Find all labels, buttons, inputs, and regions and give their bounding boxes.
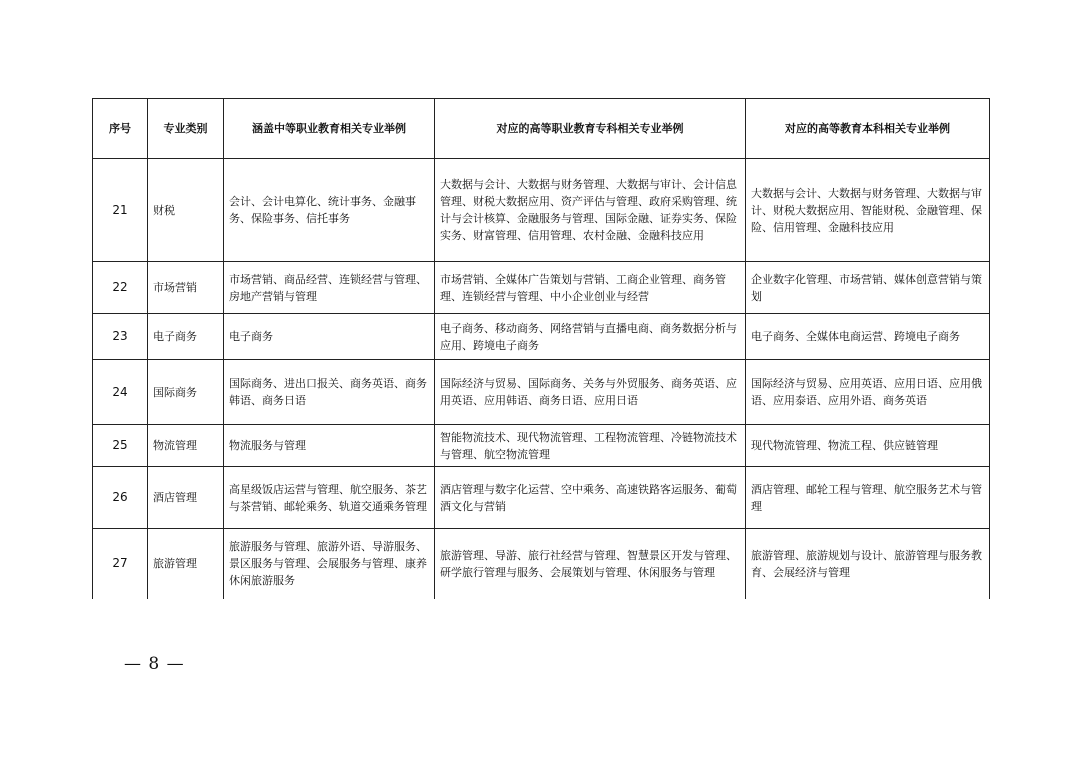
row-vocational: 市场营销、全媒体广告策划与营销、工商企业管理、商务管理、连锁经营与管理、中小企业创业与经营 [435, 262, 746, 314]
table-row [93, 159, 990, 262]
row-vocational: 酒店管理与数字化运营、空中乘务、高速铁路客运服务、葡萄酒文化与营销 [435, 467, 746, 529]
table-row [93, 425, 990, 467]
table-row [93, 262, 990, 314]
row-category: 旅游管理 [148, 529, 224, 599]
row-category: 国际商务 [148, 360, 224, 425]
header-category: 专业类别 [148, 99, 224, 159]
row-category: 电子商务 [148, 314, 224, 360]
row-undergrad: 国际经济与贸易、应用英语、应用日语、应用俄语、应用泰语、应用外语、商务英语 [746, 360, 990, 425]
table-row [93, 360, 990, 425]
row-secondary: 物流服务与管理 [224, 425, 435, 467]
row-no: 25 [93, 425, 148, 467]
header-vocational: 对应的高等职业教育专科相关专业举例 [435, 99, 746, 159]
row-secondary: 国际商务、进出口报关、商务英语、商务韩语、商务日语 [224, 360, 435, 425]
row-no: 26 [93, 467, 148, 529]
header-secondary: 涵盖中等职业教育相关专业举例 [224, 99, 435, 159]
row-category: 酒店管理 [148, 467, 224, 529]
row-secondary: 电子商务 [224, 314, 435, 360]
page-number: — 8 — [124, 654, 185, 674]
row-secondary: 高星级饭店运营与管理、航空服务、茶艺与茶营销、邮轮乘务、轨道交通乘务管理 [224, 467, 435, 529]
row-secondary: 旅游服务与管理、旅游外语、导游服务、景区服务与管理、会展服务与管理、康养休闲旅游服务 [224, 529, 435, 599]
header-no: 序号 [93, 99, 148, 159]
row-no: 23 [93, 314, 148, 360]
table-header-row [93, 99, 990, 159]
table-row [93, 529, 990, 599]
row-no: 22 [93, 262, 148, 314]
row-undergrad: 企业数字化管理、市场营销、媒体创意营销与策划 [746, 262, 990, 314]
specialty-table [92, 98, 990, 599]
row-category: 市场营销 [148, 262, 224, 314]
row-vocational: 大数据与会计、大数据与财务管理、大数据与审计、会计信息管理、财税大数据应用、资产评估与管理、政府采购管理、统计与会计核算、金融服务与管理、国际金融、证券实务、保险实务、财富管理、信用管理、农村金融、金融科技应用 [435, 159, 746, 262]
row-vocational: 电子商务、移动商务、网络营销与直播电商、商务数据分析与应用、跨境电子商务 [435, 314, 746, 360]
row-undergrad: 大数据与会计、大数据与财务管理、大数据与审计、财税大数据应用、智能财税、金融管理、保险、信用管理、金融科技应用 [746, 159, 990, 262]
row-category: 物流管理 [148, 425, 224, 467]
row-category: 财税 [148, 159, 224, 262]
row-no: 27 [93, 529, 148, 599]
row-vocational: 智能物流技术、现代物流管理、工程物流管理、冷链物流技术与管理、航空物流管理 [435, 425, 746, 467]
row-secondary: 会计、会计电算化、统计事务、金融事务、保险事务、信托事务 [224, 159, 435, 262]
table-row [93, 467, 990, 529]
row-undergrad: 电子商务、全媒体电商运营、跨境电子商务 [746, 314, 990, 360]
row-undergrad: 现代物流管理、物流工程、供应链管理 [746, 425, 990, 467]
table-row [93, 314, 990, 360]
row-no: 21 [93, 159, 148, 262]
row-vocational: 旅游管理、导游、旅行社经营与管理、智慧景区开发与管理、研学旅行管理与服务、会展策划与管理、休闲服务与管理 [435, 529, 746, 599]
row-no: 24 [93, 360, 148, 425]
header-undergrad: 对应的高等教育本科相关专业举例 [746, 99, 990, 159]
row-secondary: 市场营销、商品经营、连锁经营与管理、房地产营销与管理 [224, 262, 435, 314]
row-undergrad: 酒店管理、邮轮工程与管理、航空服务艺术与管理 [746, 467, 990, 529]
row-vocational: 国际经济与贸易、国际商务、关务与外贸服务、商务英语、应用英语、应用韩语、商务日语、应用日语 [435, 360, 746, 425]
row-undergrad: 旅游管理、旅游规划与设计、旅游管理与服务教育、会展经济与管理 [746, 529, 990, 599]
